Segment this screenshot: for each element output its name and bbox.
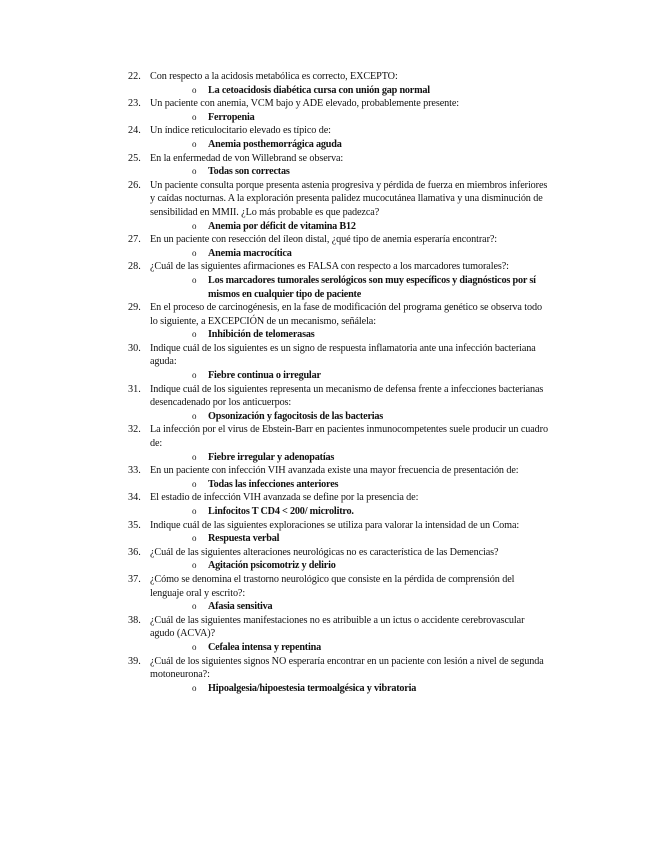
answer-item [150, 84, 548, 98]
answer-text: La cetoacidosis diabética cursa con unión gap normal [208, 84, 430, 96]
bullet-icon: o [192, 451, 197, 462]
question-number: 38. [128, 614, 141, 626]
question-item [128, 655, 548, 696]
bullet-icon: o [192, 166, 197, 177]
question-number: 36. [128, 546, 141, 558]
bullet-icon: o [192, 601, 197, 612]
bullet-icon: o [192, 370, 197, 381]
question-text: En la enfermedad de von Willebrand se observa: [150, 152, 344, 164]
answer-item [150, 410, 548, 424]
answer-text: Todas son correctas [208, 166, 290, 178]
question-list [128, 70, 548, 695]
bullet-icon: o [192, 274, 197, 285]
answer-item [150, 559, 548, 573]
question-number: 30. [128, 342, 141, 354]
question-item [128, 546, 548, 573]
question-number: 31. [128, 383, 141, 395]
question-number: 28. [128, 261, 141, 273]
question-number: 39. [128, 655, 141, 667]
question-text: Indique cuál de los siguientes es un signo de respuesta inflamatoria ante una infección bacteriana aguda: [150, 342, 536, 368]
bullet-icon: o [192, 560, 197, 571]
answer-text: Afasia sensitiva [208, 601, 273, 613]
answer-item [150, 328, 548, 342]
answer-text: Opsonización y fagocitosis de las bacterias [208, 410, 384, 422]
answer-text: Los marcadores tumorales serológicos son muy específicos y diagnósticos por sí mismos en cualquier tipo de paciente [208, 274, 536, 300]
question-item [128, 124, 548, 151]
answer-text: Linfocitos T CD4 < 200/ microlitro. [208, 506, 354, 517]
question-number: 25. [128, 152, 141, 164]
answer-item [150, 165, 548, 179]
bullet-icon: o [192, 247, 197, 258]
question-text: ¿Cuál de las siguientes alteraciones neurológicas no es característica de las Demencias? [150, 546, 499, 558]
answer-item [150, 111, 548, 125]
question-text: Indique cuál de los siguientes representa un mecanismo de defensa frente a infecciones bacterianas desencadenado por los anticuerpos: [150, 383, 544, 409]
answer-item [150, 682, 548, 696]
question-number: 27. [128, 234, 141, 246]
answer-text: Fiebre irregular y adenopatías [208, 451, 335, 463]
bullet-icon: o [192, 682, 197, 693]
answer-text: Agitación psicomotriz y delirio [208, 560, 336, 572]
bullet-icon: o [192, 641, 197, 652]
question-text: En un paciente con infección VIH avanzada existe una mayor frecuencia de presentación de: [150, 465, 519, 477]
question-item [128, 97, 548, 124]
question-item [128, 152, 548, 179]
answer-item [150, 641, 548, 655]
question-text: ¿Cómo se denomina el trastorno neurológico que consiste en la pérdida de comprensión del lenguaje oral y escrito?: [150, 573, 515, 599]
question-item [128, 491, 548, 518]
answer-text: Hipoalgesia/hipoestesia termoalgésica y vibratoria [208, 682, 417, 694]
question-item [128, 260, 548, 301]
question-number: 23. [128, 98, 141, 110]
question-number: 24. [128, 125, 141, 137]
bullet-icon: o [192, 84, 197, 95]
question-text: Un índice reticulocitario elevado es típico de: [150, 125, 331, 137]
answer-text: Todas las infecciones anteriores [208, 478, 339, 490]
question-text: Un paciente con anemia, VCM bajo y ADE elevado, probablemente presente: [150, 98, 459, 110]
bullet-icon: o [192, 220, 197, 231]
answer-text: Ferropenia [208, 111, 255, 123]
answer-item [150, 274, 548, 301]
bullet-icon: o [192, 111, 197, 122]
question-text: Con respecto a la acidosis metabólica es correcto, EXCEPTO: [150, 71, 398, 82]
question-item [128, 614, 548, 655]
answer-item [150, 600, 548, 614]
answer-item [150, 532, 548, 546]
question-text: La infección por el virus de Ebstein-Barr en pacientes inmunocompetentes suele producir un cuadro de: [150, 424, 548, 450]
answer-text: Anemia por déficit de vitamina B12 [208, 220, 356, 232]
answer-text: Anemia macrocítica [208, 247, 292, 259]
question-item [128, 573, 548, 614]
answer-item [150, 247, 548, 261]
question-item [128, 519, 548, 546]
answer-item [150, 478, 548, 492]
bullet-icon: o [192, 410, 197, 421]
question-text: En un paciente con resección del íleon distal, ¿qué tipo de anemia esperaría encontrar?: [150, 234, 498, 246]
question-number: 33. [128, 465, 141, 477]
question-item [128, 423, 548, 464]
bullet-icon: o [192, 533, 197, 544]
question-item [128, 70, 548, 97]
question-number: 29. [128, 302, 141, 314]
question-number: 22. [128, 71, 141, 82]
question-number: 34. [128, 492, 141, 504]
answer-item [150, 451, 548, 465]
question-item [128, 464, 548, 491]
question-number: 32. [128, 424, 141, 436]
answer-item [150, 369, 548, 383]
answer-text: Inhibición de telomerasas [208, 329, 315, 341]
answer-item [150, 220, 548, 234]
question-text: En el proceso de carcinogénesis, en la fase de modificación del programa genético se observa todo lo siguiente, a EXCEPCIÓN de un mecanismo, señálela: [150, 302, 542, 327]
question-text: ¿Cuál de los siguientes signos NO esperaría encontrar en un paciente con lesión a nivel de segunda motoneurona?: [150, 655, 544, 681]
answer-item [150, 138, 548, 152]
question-text: Un paciente consulta porque presenta astenia progresiva y pérdida de fuerza en miembros inferiores y caídas nocturnas. A la exploración presenta palidez mucocutánea llamativa y una disminución de sensibilidad en MMII. ¿Lo más probable es que padezca? [150, 179, 548, 218]
question-number: 26. [128, 179, 141, 191]
question-text: Indique cuál de las siguientes exploraciones se utiliza para valorar la intensidad de un Coma: [150, 519, 520, 531]
question-text: ¿Cuál de las siguientes afirmaciones es FALSA con respecto a los marcadores tumorales?: [150, 261, 509, 273]
bullet-icon: o [192, 478, 197, 489]
question-item [128, 383, 548, 424]
question-text: ¿Cuál de las siguientes manifestaciones no es atribuible a un ictus o accidente cerebrovascular agudo (ACVA)? [150, 614, 525, 640]
question-item [128, 342, 548, 383]
question-number: 37. [128, 573, 141, 585]
question-item [128, 233, 548, 260]
bullet-icon: o [192, 506, 197, 516]
question-number: 35. [128, 519, 141, 531]
answer-text: Respuesta verbal [208, 533, 280, 545]
answer-item [150, 505, 548, 519]
question-item [128, 301, 548, 342]
answer-text: Anemia posthemorrágica aguda [208, 138, 342, 150]
question-text: El estadio de infección VIH avanzada se define por la presencia de: [150, 492, 419, 504]
question-item [128, 179, 548, 233]
answer-text: Cefalea intensa y repentina [208, 641, 321, 653]
bullet-icon: o [192, 329, 197, 340]
answer-text: Fiebre continua o irregular [208, 370, 321, 382]
bullet-icon: o [192, 138, 197, 149]
